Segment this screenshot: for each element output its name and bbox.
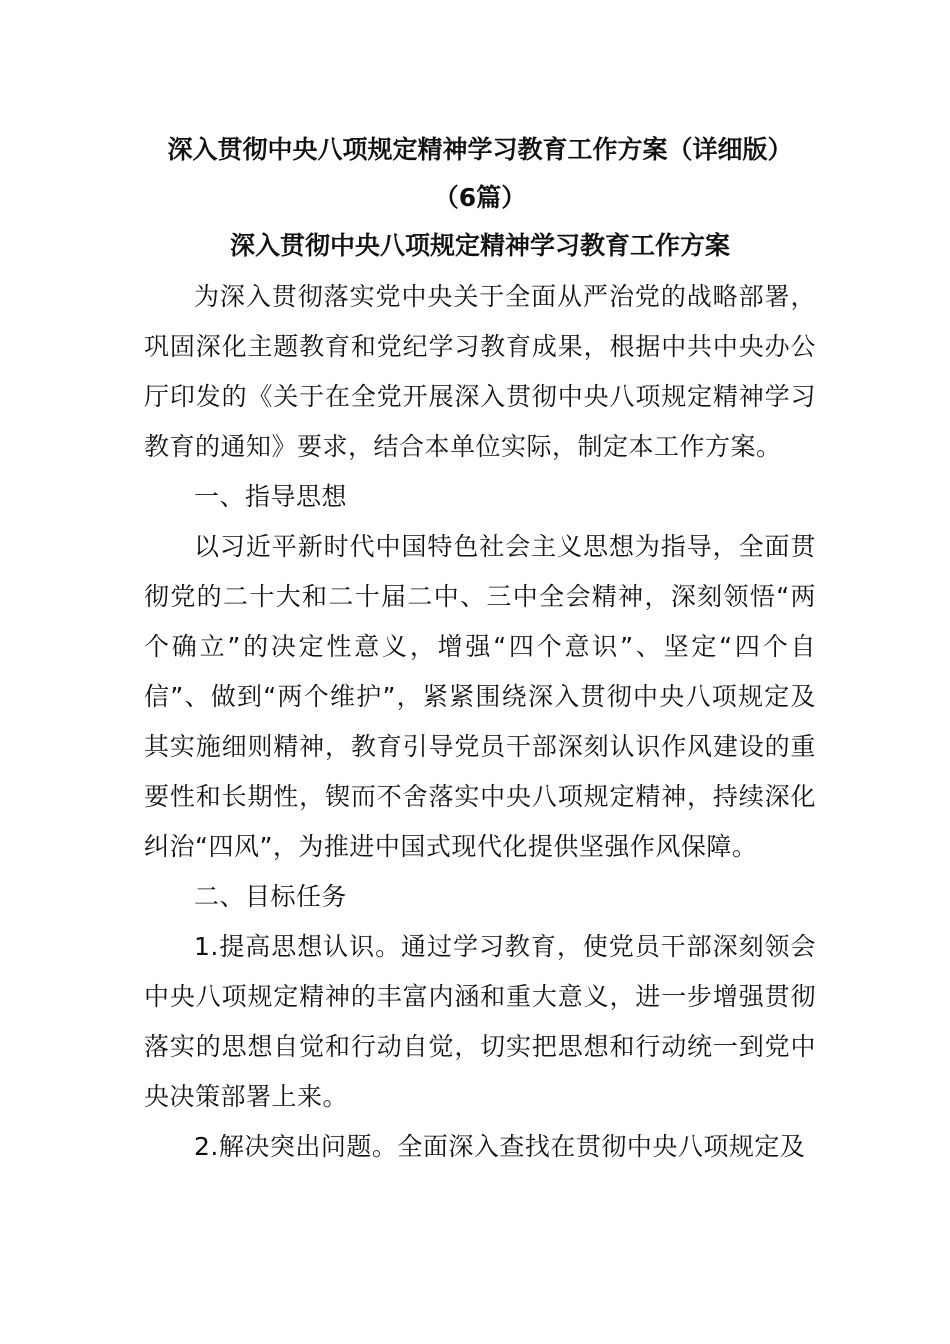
section-heading-goals-tasks: 二、目标任务 xyxy=(194,882,348,911)
goal-item-1: 1.提高思想认识。通过学习教育，使党员干部深刻领会中央八项规定精神的丰富内涵和重大意义，进一步增强贯彻落实的思想自觉和行动自觉，切实把思想和行动统一到党中央决策部署上来。 xyxy=(144,932,816,1111)
document-subtitle: 深入贯彻中央八项规定精神学习教育工作方案 xyxy=(229,231,730,260)
section-heading-guiding-ideology: 一、指导思想 xyxy=(194,482,348,511)
guiding-ideology-paragraph: 以习近平新时代中国特色社会主义思想为指导，全面贯彻党的二十大和二十届二中、三中全会精神，深刻领悟“两个确立”的决定性意义，增强“四个意识”、坚定“四个自信”、做到“两个维护”，紧紧围绕深入贯彻中央八项规定及其实施细则精神，教育引导党员干部深刻认识作风建设的重要性和长期性，锲而不舍落实中央八项规定精神，持续深化纠治“四风”，为推进中国式现代化提供坚强作风保障。 xyxy=(144,532,816,861)
goal-item-2: 2.解决突出问题。全面深入查找在贯彻中央八项规定及 xyxy=(194,1132,806,1161)
document-title-line1: 深入贯彻中央八项规定精神学习教育工作方案（详细版） xyxy=(167,135,793,164)
document-title-line2: （6篇） xyxy=(433,183,527,212)
intro-paragraph: 为深入贯彻落实党中央关于全面从严治党的战略部署，巩固深化主题教育和党纪学习教育成果，根据中共中央办公厅印发的《关于在全党开展深入贯彻中央八项规定精神学习教育的通知》要求，结合本单位实际，制定本工作方案。 xyxy=(144,282,816,461)
document-body xyxy=(144,126,816,1172)
